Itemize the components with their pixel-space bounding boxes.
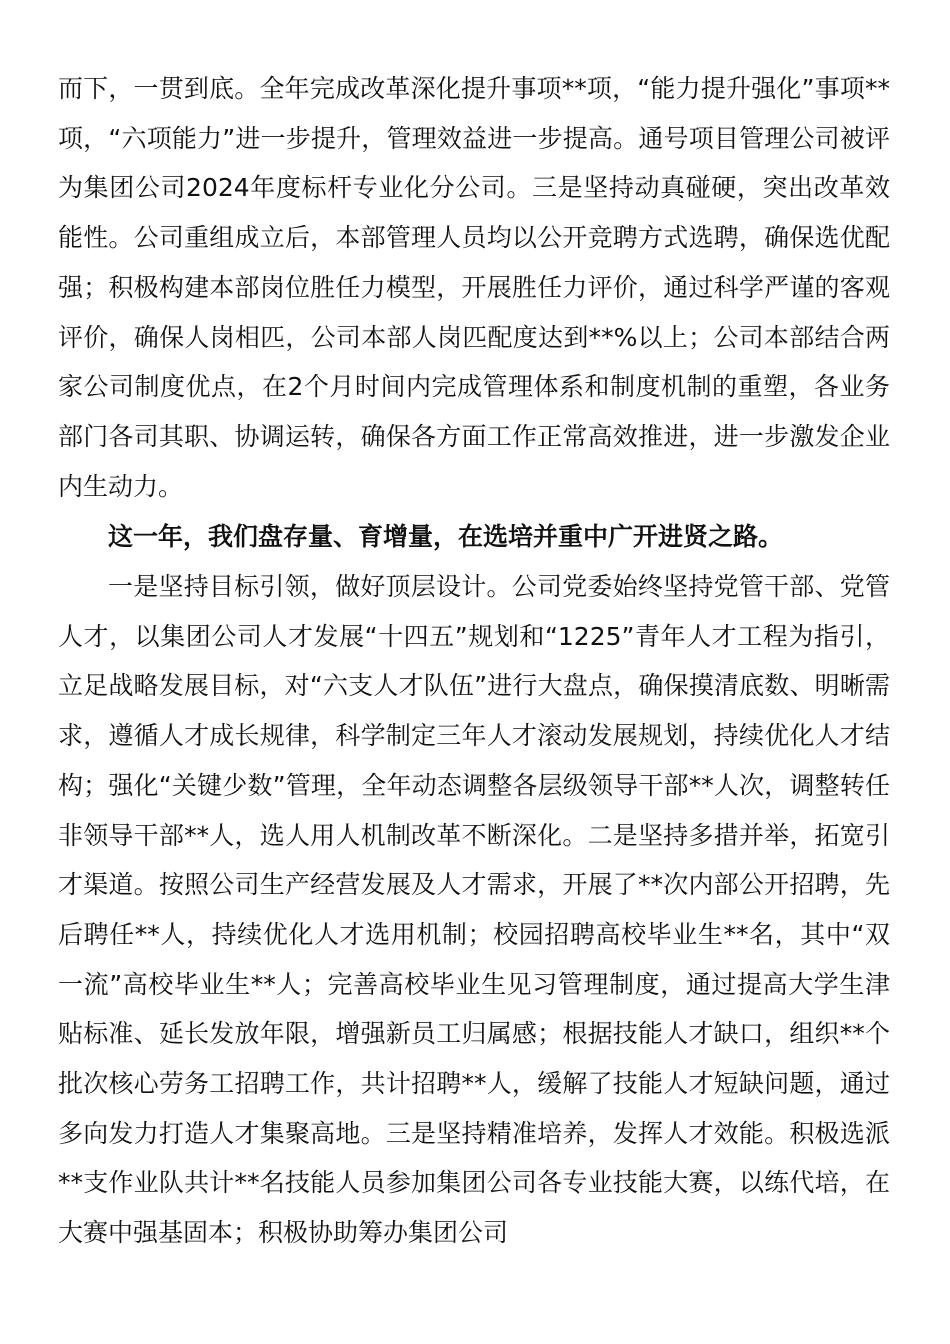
body-paragraph-1: 而下，一贯到底。全年完成改革深化提升事项**项，“能力提升强化”事项**项，“六项能力”进一步提升，管理效益进一步提高。通号项目管理公司被评为集团公司2024年度标杆专业化分公司。三是坚持动真碰硬，突出改革效能性。公司重组成立后，本部管理人员均以公开竞聘方式选聘，确保选优配强；积极构建本部岗位胜任力模型，开展胜任力评价，通过科学严谨的客观评价，确保人岗相匹，公司本部人岗匹配度达到**%以上；公司本部结合两家公司制度优点，在2个月时间内完成管理体系和制度机制的重塑，各业务部门各司其职、协调运转，确保各方面工作正常高效推进，进一步激发企业内生动力。 bbox=[58, 74, 890, 501]
section-heading: 这一年，我们盘存量、育增量，在选培并重中广开进贤之路。 bbox=[108, 522, 784, 551]
body-paragraph-2: 一是坚持目标引领，做好顶层设计。公司党委始终坚持党管干部、党管人才，以集团公司人才发展“十四五”规划和“1225”青年人才工程为指引，立足战略发展目标，对“六支人才队伍”进行大盘点，确保摸清底数、明晰需求，遵循人才成长规律，科学制定三年人才滚动发展规划，持续优化人才结构；强化“关键少数”管理，全年动态调整各层级领导干部**人次，调整转任非领导干部**人，选人用人机制改革不断深化。二是坚持多措并举，拓宽引才渠道。按照公司生产经营发展及人才需求，开展了**次内部公开招聘，先后聘任**人，持续优化人才选用机制；校园招聘高校毕业生**名，其中“双一流”高校毕业生**人；完善高校毕业生见习管理制度，通过提高大学生津贴标准、延长发放年限，增强新员工归属感；根据技能人才缺口，组织**个批次核心劳务工招聘工作，共计招聘**人，缓解了技能人才短缺问题，通过多向发力打造人才集聚高地。三是坚持精准培养，发挥人才效能。积极选派**支作业队共计**名技能人员参加集团公司各专业技能大赛，以练代培，在大赛中强基固本；积极协助筹办集团公司 bbox=[58, 572, 890, 1248]
